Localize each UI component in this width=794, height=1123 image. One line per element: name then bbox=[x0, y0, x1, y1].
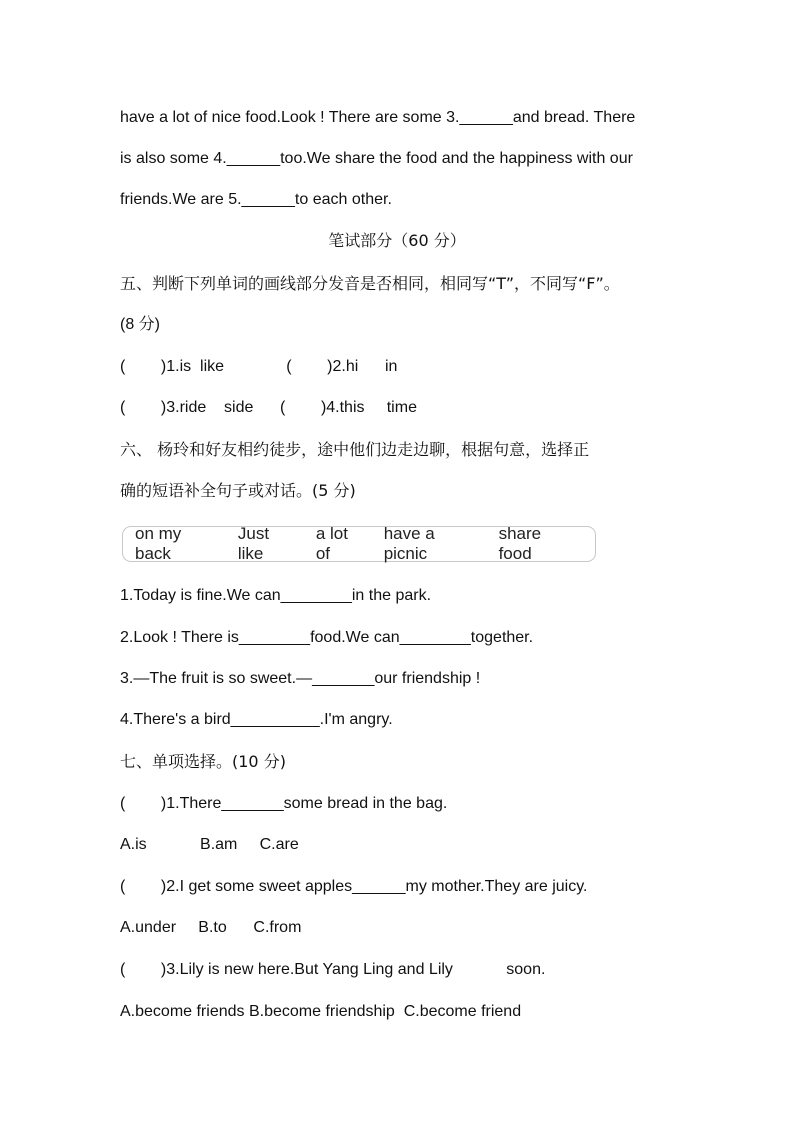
section7-question-1: ( )1.There_______some bread in the bag. bbox=[120, 795, 448, 812]
passage-line-1: have a lot of nice food.Look ! There are some 3.______and bread. There bbox=[120, 109, 636, 126]
passage-line-2: is also some 4.______too.We share the food and the happiness with our bbox=[120, 150, 633, 167]
passage-line-3: friends.We are 5.______to each other. bbox=[120, 191, 392, 208]
section7-question-2: ( )2.I get some sweet apples______my mother.They are juicy. bbox=[120, 878, 588, 895]
word-bank-item: on my back bbox=[135, 524, 182, 563]
section5-score: (8 分) bbox=[120, 316, 161, 333]
section6-question-4: 4.There's a bird__________.I'm angry. bbox=[120, 711, 393, 728]
word-bank-item: a lot of bbox=[315, 524, 348, 563]
section7-options-2: A.under B.to C.from bbox=[120, 919, 302, 936]
section6-title: 六、 杨玲和好友相约徒步，途中他们边走边聊，根据句意，选择正 bbox=[120, 440, 590, 459]
section5-row-1: ( )1.is like ( )2.hi in bbox=[120, 358, 398, 375]
word-bank-item: share food bbox=[498, 524, 542, 563]
word-bank-item: have a picnic bbox=[383, 524, 435, 563]
word-bank bbox=[122, 526, 596, 562]
written-section-title: 笔试部分（60 分） bbox=[328, 231, 466, 250]
section7-options-3: A.become friends B.become friendship C.become friend bbox=[120, 1003, 522, 1020]
section7-title: 七、单项选择。(10 分) bbox=[120, 752, 286, 771]
section5-row-2: ( )3.ride side ( )4.this time bbox=[120, 399, 417, 416]
section5-title: 五、判断下列单词的画线部分发音是否相同，相同写“T”，不同写“F”。 bbox=[120, 274, 620, 293]
word-bank-item: Just like bbox=[237, 524, 270, 563]
section6-question-1: 1.Today is fine.We can________in the park. bbox=[120, 587, 432, 604]
section6-question-2: 2.Look ! There is________food.We can________together. bbox=[120, 629, 534, 646]
section6-question-3: 3.—The fruit is so sweet.—_______our friendship ! bbox=[120, 670, 481, 687]
section6-title-2: 确的短语补全句子或对话。(5 分) bbox=[120, 481, 356, 500]
section7-question-3: ( )3.Lily is new here.But Yang Ling and Lily soon. bbox=[120, 961, 546, 978]
section7-options-1: A.is B.am C.are bbox=[120, 836, 299, 853]
